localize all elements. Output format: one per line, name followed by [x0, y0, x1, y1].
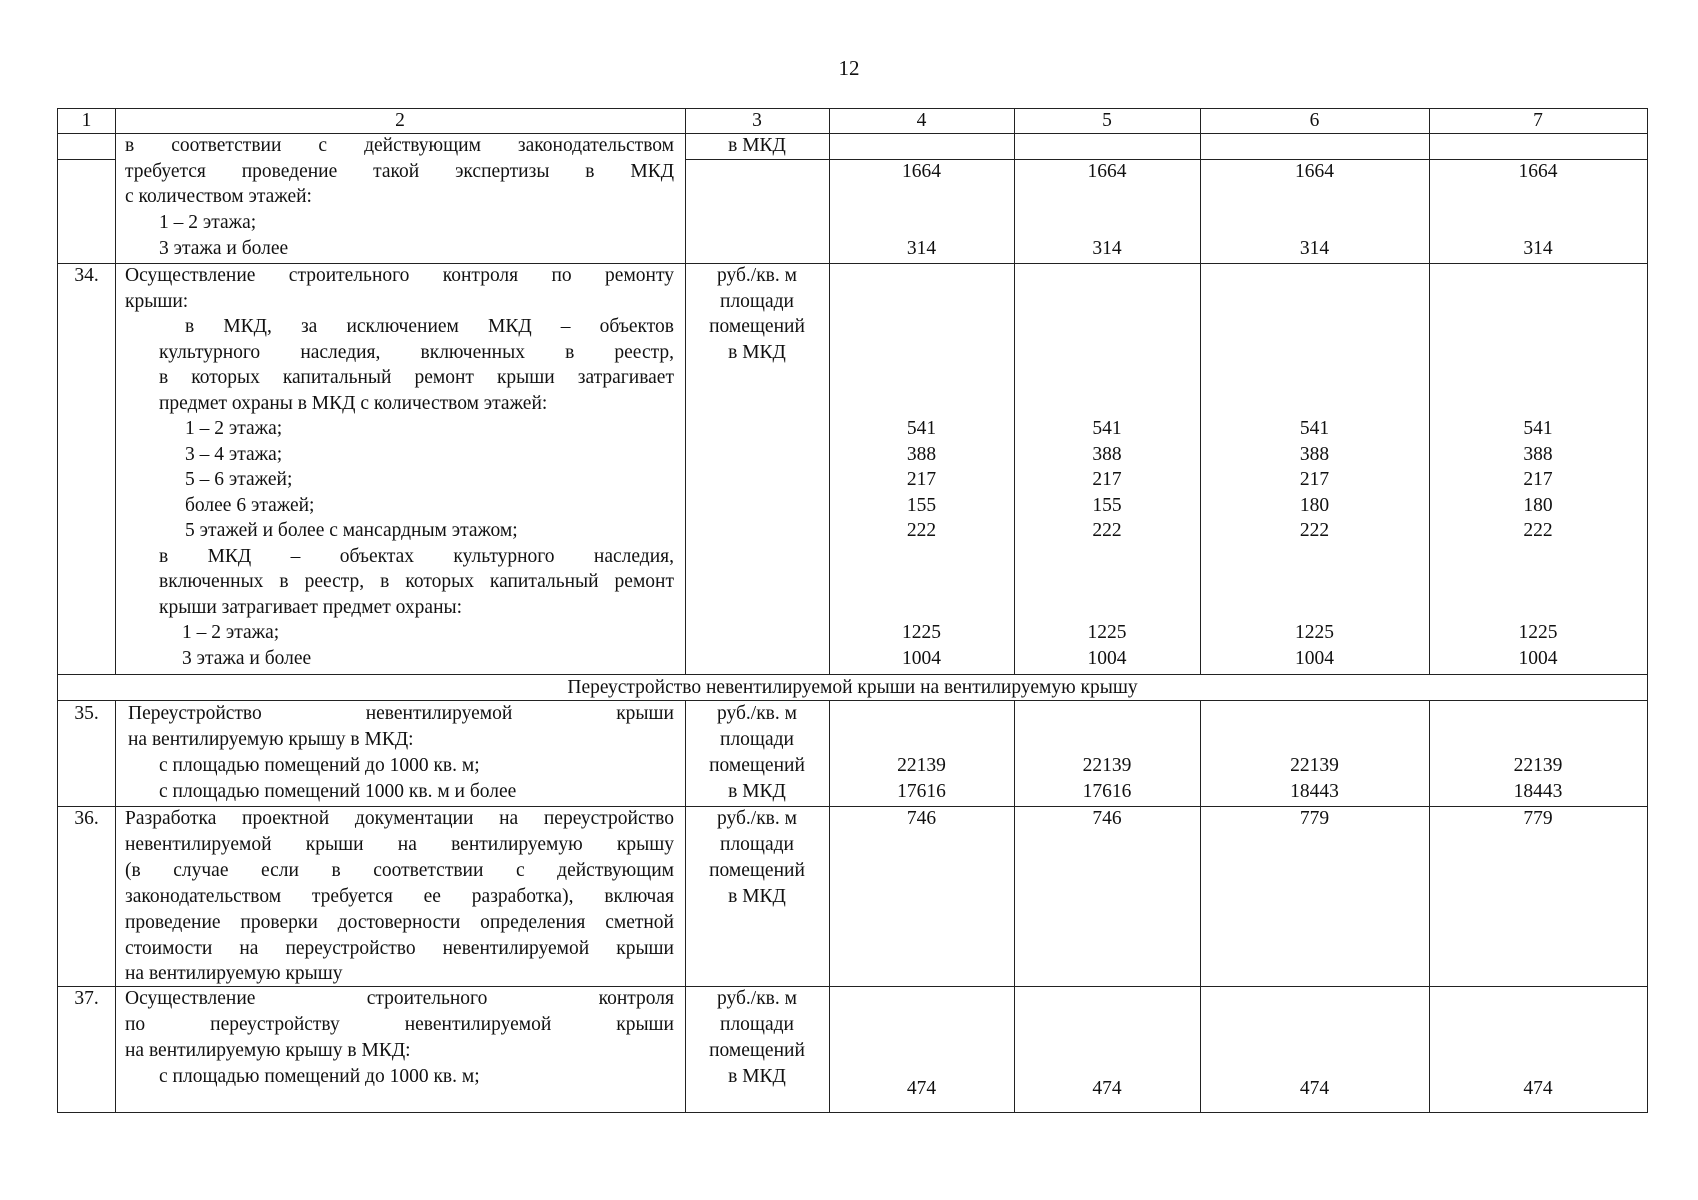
value-cell: 217 [1523, 469, 1553, 490]
value-cell: 222 [906, 520, 937, 541]
unit-cell: руб./кв. м [717, 988, 797, 1009]
description-line: невентилируемой крыши на вентилируемую крышу [125, 834, 674, 855]
col-divider [115, 700, 116, 1112]
col-divider [115, 109, 116, 675]
description-line: 3 этажа и более [182, 648, 312, 669]
row-divider [58, 159, 115, 160]
value-cell: 1664 [1295, 161, 1334, 182]
value-cell: 314 [906, 238, 937, 259]
description-line: крыши затрагивает предмет охраны: [159, 597, 463, 618]
value-cell: 222 [1092, 520, 1122, 541]
value-cell: 22139 [1082, 755, 1132, 776]
value-cell: 474 [1092, 1078, 1122, 1099]
description-line: требуется проведение такой экспертизы в МКД [125, 161, 674, 182]
value-cell: 1004 [1295, 648, 1334, 669]
header-cell: 3 [752, 110, 762, 131]
description-line: (в случае если в соответствии с действующим [125, 860, 674, 881]
unit-cell: площади [720, 291, 794, 312]
value-cell: 541 [1299, 418, 1330, 439]
value-cell: 222 [1523, 520, 1553, 541]
unit-cell: помещений [709, 1040, 805, 1061]
unit-cell: в МКД [728, 135, 786, 156]
value-cell: 474 [906, 1078, 937, 1099]
col-divider [829, 109, 830, 675]
value-cell: 1664 [902, 161, 941, 182]
description-line: на вентилируемую крышу в МКД: [128, 729, 414, 750]
unit-cell: в МКД [728, 1066, 786, 1087]
value-cell: 541 [1092, 418, 1122, 439]
value-cell: 18443 [1290, 781, 1339, 802]
value-cell: 217 [1299, 469, 1330, 490]
header-cell: 5 [1102, 110, 1112, 131]
value-cell: 388 [906, 444, 937, 465]
header-cell: 7 [1533, 110, 1543, 131]
value-cell: 217 [1092, 469, 1122, 490]
value-cell: 222 [1299, 520, 1330, 541]
description-line: на вентилируемую крышу [125, 963, 343, 984]
value-cell: 22139 [897, 755, 946, 776]
description-line: Разработка проектной документации на переустройство [125, 808, 674, 829]
unit-cell: в МКД [728, 342, 786, 363]
description-line: более 6 этажей; [185, 495, 315, 516]
value-cell: 388 [1523, 444, 1553, 465]
description-line: в которых капитальный ремонт крыши затрагивает [159, 367, 674, 388]
description-line: Осуществление строительного контроля [125, 988, 674, 1009]
description-line: Переустройство невентилируемой крыши [128, 703, 674, 724]
value-cell: 155 [906, 495, 937, 516]
description-line: 1 – 2 этажа; [159, 212, 257, 233]
unit-cell: площади [720, 1014, 794, 1035]
description-line: 3 – 4 этажа; [185, 444, 283, 465]
description-line: в МКД – объектах культурного наследия, [159, 546, 674, 567]
value-cell: 1225 [1295, 622, 1334, 643]
value-cell: 217 [906, 469, 937, 490]
page-number: 12 [838, 56, 860, 80]
col-divider [1014, 109, 1015, 675]
description-line: с площадью помещений до 1000 кв. м; [159, 755, 480, 776]
unit-cell: помещений [709, 860, 805, 881]
value-cell: 180 [1523, 495, 1553, 516]
description-line: включенных в реестр, в которых капитальный ремонт [159, 571, 674, 592]
description-line: по переустройству невентилируемой крыши [125, 1014, 674, 1035]
description-line: в МКД, за исключением МКД – объектов [185, 316, 674, 337]
value-cell: 314 [1523, 238, 1553, 259]
unit-cell: руб./кв. м [717, 703, 797, 724]
rates-table [57, 108, 1648, 1113]
value-cell: 1004 [902, 648, 941, 669]
description-line: с количеством этажей: [125, 186, 312, 207]
section-heading: Переустройство невентилируемой крыши на вентилируемую крышу [567, 677, 1138, 698]
value-cell: 1225 [1087, 622, 1127, 643]
row-number: 34. [74, 265, 99, 286]
description-line: 5 – 6 этажей; [185, 469, 293, 490]
unit-cell: площади [720, 834, 794, 855]
description-line: на вентилируемую крышу в МКД: [125, 1040, 411, 1061]
value-cell: 1664 [1087, 161, 1127, 182]
unit-cell: руб./кв. м [717, 265, 797, 286]
value-cell: 1225 [902, 622, 941, 643]
value-cell: 314 [1299, 238, 1330, 259]
header-cell: 4 [916, 110, 927, 131]
unit-cell: помещений [709, 755, 805, 776]
description-line: 1 – 2 этажа; [182, 622, 280, 643]
value-cell: 541 [1523, 418, 1553, 439]
header-cell: 2 [395, 110, 405, 131]
description-line: стоимости на переустройство невентилируемой крыши [125, 938, 674, 959]
value-cell: 22139 [1513, 755, 1563, 776]
value-cell: 474 [1523, 1078, 1553, 1099]
value-cell: 22139 [1290, 755, 1339, 776]
value-cell: 1225 [1518, 622, 1558, 643]
value-cell: 779 [1299, 808, 1330, 829]
unit-cell: площади [720, 729, 794, 750]
description-line: 3 этажа и более [159, 238, 289, 259]
value-cell: 18443 [1513, 781, 1563, 802]
value-cell: 388 [1092, 444, 1122, 465]
col-divider [685, 109, 686, 675]
row-number: 36. [74, 808, 99, 829]
value-cell: 17616 [1082, 781, 1132, 802]
description-line: Осуществление строительного контроля по ремонту [125, 265, 674, 286]
description-line: с площадью помещений 1000 кв. м и более [159, 781, 517, 802]
description-line: с площадью помещений до 1000 кв. м; [159, 1066, 480, 1087]
description-line: 1 – 2 этажа; [185, 418, 283, 439]
value-cell: 388 [1299, 444, 1330, 465]
value-cell: 1004 [1087, 648, 1127, 669]
value-cell: 779 [1523, 808, 1553, 829]
row-number: 35. [74, 703, 99, 724]
value-cell: 541 [906, 418, 937, 439]
description-line: законодательством требуется ее разработка), включая [125, 886, 674, 907]
value-cell: 155 [1092, 495, 1122, 516]
value-cell: 17616 [897, 781, 946, 802]
row-number: 37. [74, 988, 99, 1009]
unit-cell: руб./кв. м [717, 808, 797, 829]
value-cell: 180 [1299, 495, 1330, 516]
value-cell: 1664 [1518, 161, 1558, 182]
description-line: предмет охраны в МКД с количеством этажей: [159, 393, 548, 414]
value-cell: 1004 [1518, 648, 1558, 669]
value-cell: 474 [1299, 1078, 1330, 1099]
header-cell: 1 [81, 110, 92, 131]
header-cell: 6 [1309, 110, 1320, 131]
value-cell: 314 [1092, 238, 1122, 259]
col-divider [1200, 109, 1201, 675]
description-line: 5 этажей и более с мансардным этажом; [185, 520, 518, 541]
unit-cell: в МКД [728, 886, 786, 907]
value-cell: 746 [1092, 808, 1122, 829]
unit-cell: помещений [709, 316, 805, 337]
unit-cell: в МКД [728, 781, 786, 802]
description-line: крыши: [125, 291, 189, 312]
description-line: проведение проверки достоверности определения сметной [125, 912, 674, 933]
description-line: культурного наследия, включенных в реестр, [159, 342, 674, 363]
description-line: в соответствии с действующим законодательством [125, 135, 674, 156]
value-cell: 746 [906, 808, 937, 829]
col-divider [1429, 109, 1430, 675]
